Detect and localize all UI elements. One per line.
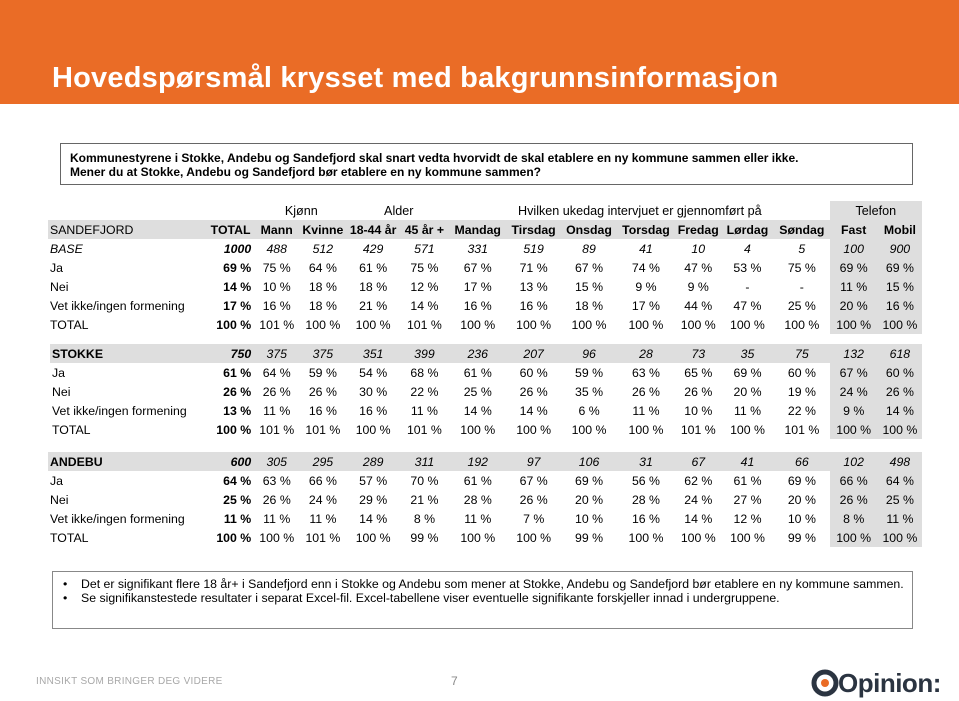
table-row	[48, 490, 922, 509]
table-cell: 101 %	[406, 317, 442, 332]
table-cell: 207	[505, 344, 561, 363]
table-row	[50, 401, 922, 420]
table-cell: 73	[676, 344, 721, 363]
row-label: Ja	[50, 260, 63, 275]
table-cell: 100 %	[259, 530, 295, 545]
column-header: Mobil	[878, 220, 922, 239]
group-gender: Kjønn	[284, 203, 318, 218]
row-label: Ja	[50, 473, 63, 488]
table-cell: 8 %	[413, 511, 436, 526]
table-cell: 100 %	[628, 317, 664, 332]
table-cell: 54 %	[359, 365, 388, 380]
table-cell: 375	[255, 344, 298, 363]
table-cell: 53 %	[733, 260, 762, 275]
table-cell: 351	[347, 344, 398, 363]
table-row	[48, 277, 922, 296]
table-cell: -	[745, 279, 750, 294]
table-cell: 47 %	[684, 260, 713, 275]
table-cell: 100 %	[680, 530, 716, 545]
column-header: Fast	[830, 220, 878, 239]
footer-tagline: INNSIKT SOM BRINGER DEG VIDERE	[36, 676, 223, 687]
table-cell: 67	[676, 452, 721, 471]
table-cell: 25 %	[878, 490, 922, 509]
column-header: Mandag	[450, 220, 505, 239]
table-cell: 26 %	[223, 384, 252, 399]
table-cell: 75 %	[410, 260, 439, 275]
table-cell: 11 %	[733, 403, 762, 418]
table-cell: 100 %	[216, 422, 252, 437]
table-cell: 65 %	[684, 365, 713, 380]
table-cell: 12 %	[733, 511, 762, 526]
table-cell: 75	[774, 344, 829, 363]
table-row	[48, 258, 922, 277]
table-cell: 22 %	[410, 384, 439, 399]
table-cell: 100	[830, 239, 878, 258]
table-cell: 75 %	[787, 260, 816, 275]
table-cell: 59 %	[575, 365, 604, 380]
row-label: Nei	[52, 384, 71, 399]
table-cell: 66 %	[308, 473, 337, 488]
table-cell: 99 %	[787, 530, 816, 545]
table-cell: 101 %	[259, 422, 295, 437]
table-cell: 399	[399, 344, 450, 363]
table-cell: 20 %	[575, 492, 604, 507]
table-cell: 519	[523, 241, 544, 256]
table-cell: 18 %	[574, 298, 603, 313]
column-header: Tirsdag	[505, 220, 561, 239]
table-cell: 24 %	[830, 382, 878, 401]
table-cell: 35 %	[575, 384, 604, 399]
logo-wordmark: Opinion:	[838, 668, 941, 698]
table-cell: 26 %	[684, 384, 713, 399]
table-cell: 11 %	[263, 403, 291, 418]
table-cell: 192	[450, 452, 505, 471]
table-cell: 100 %	[830, 315, 878, 334]
table-cell: 106	[562, 452, 616, 471]
table-cell: 96	[562, 344, 616, 363]
question-line-2: Mener du at Stokke, Andebu og Sandefjord bør etablere en ny kommune sammen?	[70, 165, 541, 179]
table-cell: 26 %	[308, 384, 337, 399]
column-header: Kvinne	[298, 220, 347, 239]
table-cell: 69 %	[878, 258, 922, 277]
table-cell: 6 %	[578, 403, 600, 418]
column-header: 18-44 år	[347, 220, 398, 239]
table-cell: 67 %	[574, 260, 603, 275]
bullet-icon: •	[63, 591, 68, 605]
table-cell: 100 %	[216, 317, 252, 332]
table-row	[50, 382, 922, 401]
table-cell: 26 %	[519, 492, 548, 507]
table-cell: 67 %	[519, 473, 548, 488]
table-cell: 24 %	[308, 492, 337, 507]
page-number: 7	[451, 674, 458, 688]
table-cell: 100 %	[878, 420, 922, 439]
table-cell: 100 %	[830, 420, 878, 439]
table-cell: 11 %	[410, 403, 438, 418]
table-cell: 64 %	[262, 365, 291, 380]
table-cell: 100 %	[628, 422, 664, 437]
table-cell: 64 %	[308, 260, 337, 275]
table-cell: 28 %	[631, 492, 660, 507]
table-cell: 99 %	[410, 530, 439, 545]
table-cell: 74 %	[631, 260, 660, 275]
table-cell: 19 %	[787, 384, 816, 399]
table-cell: 16 %	[308, 403, 337, 418]
table-cell: 11 %	[830, 277, 878, 296]
table-cell: 331	[467, 241, 488, 256]
table-cell: 60 %	[878, 363, 922, 382]
table-cell: 18 %	[359, 279, 388, 294]
table-cell: 100 %	[355, 317, 391, 332]
table-cell: 512	[312, 241, 334, 256]
region-row	[50, 344, 922, 363]
table-cell: 61 %	[463, 365, 492, 380]
table-cell: 71 %	[519, 260, 548, 275]
table-cell: 20 %	[733, 384, 762, 399]
table-cell: 69 %	[223, 260, 252, 275]
table-cell: 21 %	[359, 298, 388, 313]
table-cell: 100 %	[730, 530, 765, 545]
table-cell: 61 %	[733, 473, 762, 488]
table-cell: 16 %	[631, 511, 660, 526]
table-cell: 16 %	[878, 296, 922, 315]
table-cell: 18 %	[308, 298, 337, 313]
table-cell: 750	[208, 344, 255, 363]
table-cell: 900	[878, 239, 922, 258]
table-cell: 22 %	[787, 403, 816, 418]
table-cell: 41	[721, 452, 774, 471]
table-cell: 70 %	[410, 473, 439, 488]
row-label: Nei	[50, 279, 69, 294]
table-cell: 44 %	[684, 298, 713, 313]
table-cell: 5	[798, 241, 806, 256]
table-cell: 17 %	[631, 298, 660, 313]
region-label: ANDEBU	[48, 452, 208, 471]
table-cell: 41	[639, 241, 653, 256]
group-phone: Telefon	[830, 201, 922, 220]
table-cell: 17 %	[463, 279, 492, 294]
row-label: TOTAL	[52, 422, 91, 437]
table-cell: 498	[878, 452, 922, 471]
table-cell: 47 %	[733, 298, 762, 313]
table-cell: 16 %	[463, 298, 492, 313]
table-cell: 8 %	[830, 509, 878, 528]
table-cell: 60 %	[787, 365, 816, 380]
table-cell: 14 %	[878, 401, 922, 420]
column-header: Mann	[255, 220, 298, 239]
group-weekday: Hvilken ukedag intervjuet er gjennomført på	[518, 203, 762, 218]
table-cell: 35	[721, 344, 774, 363]
table-cell: 69 %	[733, 365, 762, 380]
andebu-table	[48, 452, 922, 547]
column-header-row	[48, 220, 922, 239]
table-cell: 64 %	[878, 471, 922, 490]
table-cell: 100 %	[516, 530, 552, 545]
table-cell: 20 %	[830, 296, 878, 315]
table-cell: 14 %	[463, 403, 492, 418]
table-cell: 429	[362, 241, 384, 256]
table-cell: 100 %	[460, 422, 496, 437]
table-cell: 11 %	[263, 511, 291, 526]
table-cell: 7 %	[523, 511, 545, 526]
row-label: Vet ikke/ingen formening	[50, 511, 185, 526]
table-cell: 11 %	[878, 509, 922, 528]
table-cell: 21 %	[410, 492, 439, 507]
table-cell: 11 %	[309, 511, 337, 526]
table-cell: 26 %	[262, 384, 291, 399]
table-cell: 100 %	[878, 315, 922, 334]
table-cell: 69 %	[575, 473, 604, 488]
table-cell: 571	[414, 241, 435, 256]
table-cell: 63 %	[262, 473, 291, 488]
table-cell: 26 %	[631, 384, 660, 399]
table-cell: 101 %	[784, 422, 820, 437]
table-cell: 14 %	[684, 511, 713, 526]
table-cell: 57 %	[359, 473, 388, 488]
row-label: TOTAL	[50, 530, 89, 545]
table-row	[48, 528, 922, 547]
column-header: 45 år +	[399, 220, 450, 239]
region-label: STOKKE	[50, 344, 208, 363]
table-cell: 61 %	[359, 260, 388, 275]
table-cell: 16 %	[262, 298, 291, 313]
table-cell: 89	[582, 241, 596, 256]
page-title: Hovedspørsmål krysset med bakgrunnsinformasjon	[52, 62, 779, 94]
table-cell: 15 %	[878, 277, 922, 296]
table-cell: 10	[691, 241, 706, 256]
table-cell: 28 %	[463, 492, 492, 507]
table-cell: 31	[616, 452, 675, 471]
table-cell: 102	[830, 452, 878, 471]
table-cell: 13 %	[519, 279, 548, 294]
table-cell: 29 %	[359, 492, 388, 507]
table-cell: 25 %	[223, 492, 252, 507]
group-age: Alder	[384, 203, 414, 218]
region-label: SANDEFJORD	[48, 220, 208, 239]
column-header: TOTAL	[208, 220, 255, 239]
table-cell: 67 %	[463, 260, 492, 275]
table-cell: 132	[830, 344, 878, 363]
table-cell: 488	[266, 241, 287, 256]
note-item: • Det er signifikant flere 18 år+ i Sandefjord enn i Stokke og Andebu som mener at Stokke, Andebu og Sandefjord bør etablere en ny kommune sammen.	[63, 577, 904, 591]
table-cell: 305	[255, 452, 298, 471]
table-cell: 236	[450, 344, 505, 363]
table-cell: 100 %	[571, 317, 607, 332]
table-cell: 101 %	[305, 422, 341, 437]
table-cell: 100 %	[628, 530, 664, 545]
table-cell: 68 %	[410, 365, 439, 380]
column-header: Lørdag	[721, 220, 774, 239]
table-cell: 15 %	[574, 279, 603, 294]
table-cell: 60 %	[519, 365, 548, 380]
table-cell: 9 %	[635, 279, 657, 294]
table-cell: 311	[399, 452, 450, 471]
table-cell: 9 %	[830, 401, 878, 420]
table-cell: 26 %	[262, 492, 291, 507]
table-cell: 63 %	[631, 365, 660, 380]
table-cell: 25 %	[787, 298, 816, 313]
table-cell: 20 %	[787, 492, 816, 507]
table-cell: 289	[348, 452, 399, 471]
table-cell: 97	[505, 452, 561, 471]
table-cell: 101 %	[680, 422, 716, 437]
table-cell: 10 %	[262, 279, 291, 294]
region-row	[48, 452, 922, 471]
table-cell: 100 %	[571, 422, 607, 437]
row-label: Nei	[50, 492, 69, 507]
table-cell: 61 %	[463, 473, 492, 488]
table-cell: 99 %	[575, 530, 604, 545]
row-label: Vet ikke/ingen formening	[50, 298, 185, 313]
table-cell: 59 %	[308, 365, 337, 380]
table-cell: 13 %	[223, 403, 252, 418]
notes-box	[52, 571, 913, 629]
table-cell: 101 %	[406, 422, 442, 437]
table-row	[48, 296, 922, 315]
note-item: • Se signifikanstestede resultater i separat Excel-fil. Excel-tabellene viser eventuelle signifikante forskjeller innad i undergruppene.	[63, 591, 780, 605]
stokke-table	[50, 344, 922, 439]
table-cell: 600	[208, 452, 255, 471]
table-cell: 100 %	[878, 528, 922, 547]
table-cell: 67 %	[830, 363, 878, 382]
table-cell: 618	[878, 344, 922, 363]
table-cell: 64 %	[223, 473, 252, 488]
table-cell: 101 %	[305, 530, 341, 545]
question-box	[60, 143, 913, 185]
table-cell: 375	[298, 344, 347, 363]
table-cell: 66	[774, 452, 829, 471]
table-cell: 12 %	[410, 279, 439, 294]
table-cell: 1000	[223, 241, 252, 256]
table-cell: 11 %	[223, 511, 252, 526]
table-cell: 10 %	[787, 511, 816, 526]
table-cell: 9 %	[687, 279, 709, 294]
table-cell: 11 %	[632, 403, 660, 418]
table-cell: 100 %	[460, 317, 496, 332]
table-cell: 62 %	[684, 473, 713, 488]
bullet-icon: •	[63, 577, 68, 591]
table-cell: 100 %	[355, 422, 391, 437]
table-cell: 101 %	[259, 317, 295, 332]
table-cell: 69 %	[787, 473, 816, 488]
table-cell: 61 %	[223, 365, 252, 380]
table-cell: 100 %	[305, 317, 341, 332]
table-cell: 14 %	[519, 403, 548, 418]
table-cell: 25 %	[463, 384, 492, 399]
table-cell: 100 %	[355, 530, 391, 545]
table-cell: 100 %	[516, 422, 552, 437]
table-cell: 16 %	[519, 298, 548, 313]
table-cell: 75 %	[262, 260, 291, 275]
table-row	[48, 315, 922, 334]
table-cell: 11 %	[464, 511, 492, 526]
table-cell: 18 %	[308, 279, 337, 294]
table-cell: 17 %	[223, 298, 252, 313]
table-row	[48, 509, 922, 528]
table-cell: 26 %	[830, 490, 878, 509]
table-row	[50, 363, 922, 382]
column-header: Onsdag	[562, 220, 616, 239]
table-cell: 100 %	[216, 530, 252, 545]
table-cell: -	[799, 279, 804, 294]
table-cell: 24 %	[684, 492, 713, 507]
table-cell: 28	[616, 344, 676, 363]
table-cell: 100 %	[730, 422, 765, 437]
table-cell: 69 %	[830, 258, 878, 277]
table-cell: 100 %	[516, 317, 552, 332]
table-cell: 16 %	[359, 403, 388, 418]
table-cell: 56 %	[631, 473, 660, 488]
table-cell: 10 %	[684, 403, 713, 418]
table-cell: 14 %	[410, 298, 439, 313]
table-row	[48, 471, 922, 490]
table-cell: 27 %	[733, 492, 762, 507]
question-line-1: Kommunestyrene i Stokke, Andebu og Sandefjord skal snart vedta hvorvidt de skal etablere en ny kommune sammen eller ikke.	[70, 151, 799, 165]
table-cell: 26 %	[519, 384, 548, 399]
row-label: TOTAL	[50, 317, 89, 332]
row-label: BASE	[50, 241, 83, 256]
table-cell: 295	[298, 452, 347, 471]
column-header: Søndag	[774, 220, 829, 239]
table-cell: 100 %	[730, 317, 765, 332]
table-cell: 100 %	[460, 530, 496, 545]
table-cell: 4	[744, 241, 751, 256]
column-header: Torsdag	[616, 220, 675, 239]
table-cell: 14 %	[223, 279, 252, 294]
table-cell: 30 %	[359, 384, 388, 399]
table-row	[50, 420, 922, 439]
column-header: Fredag	[676, 220, 721, 239]
table-cell: 10 %	[575, 511, 604, 526]
sandefjord-table	[48, 201, 922, 334]
table-cell: 66 %	[830, 471, 878, 490]
row-label: Vet ikke/ingen formening	[52, 403, 187, 418]
table-row	[48, 239, 922, 258]
table-cell: 100 %	[680, 317, 716, 332]
row-label: Ja	[52, 365, 65, 380]
table-cell: 100 %	[830, 528, 878, 547]
table-cell: 100 %	[784, 317, 820, 332]
table-cell: 14 %	[359, 511, 388, 526]
table-cell: 26 %	[878, 382, 922, 401]
